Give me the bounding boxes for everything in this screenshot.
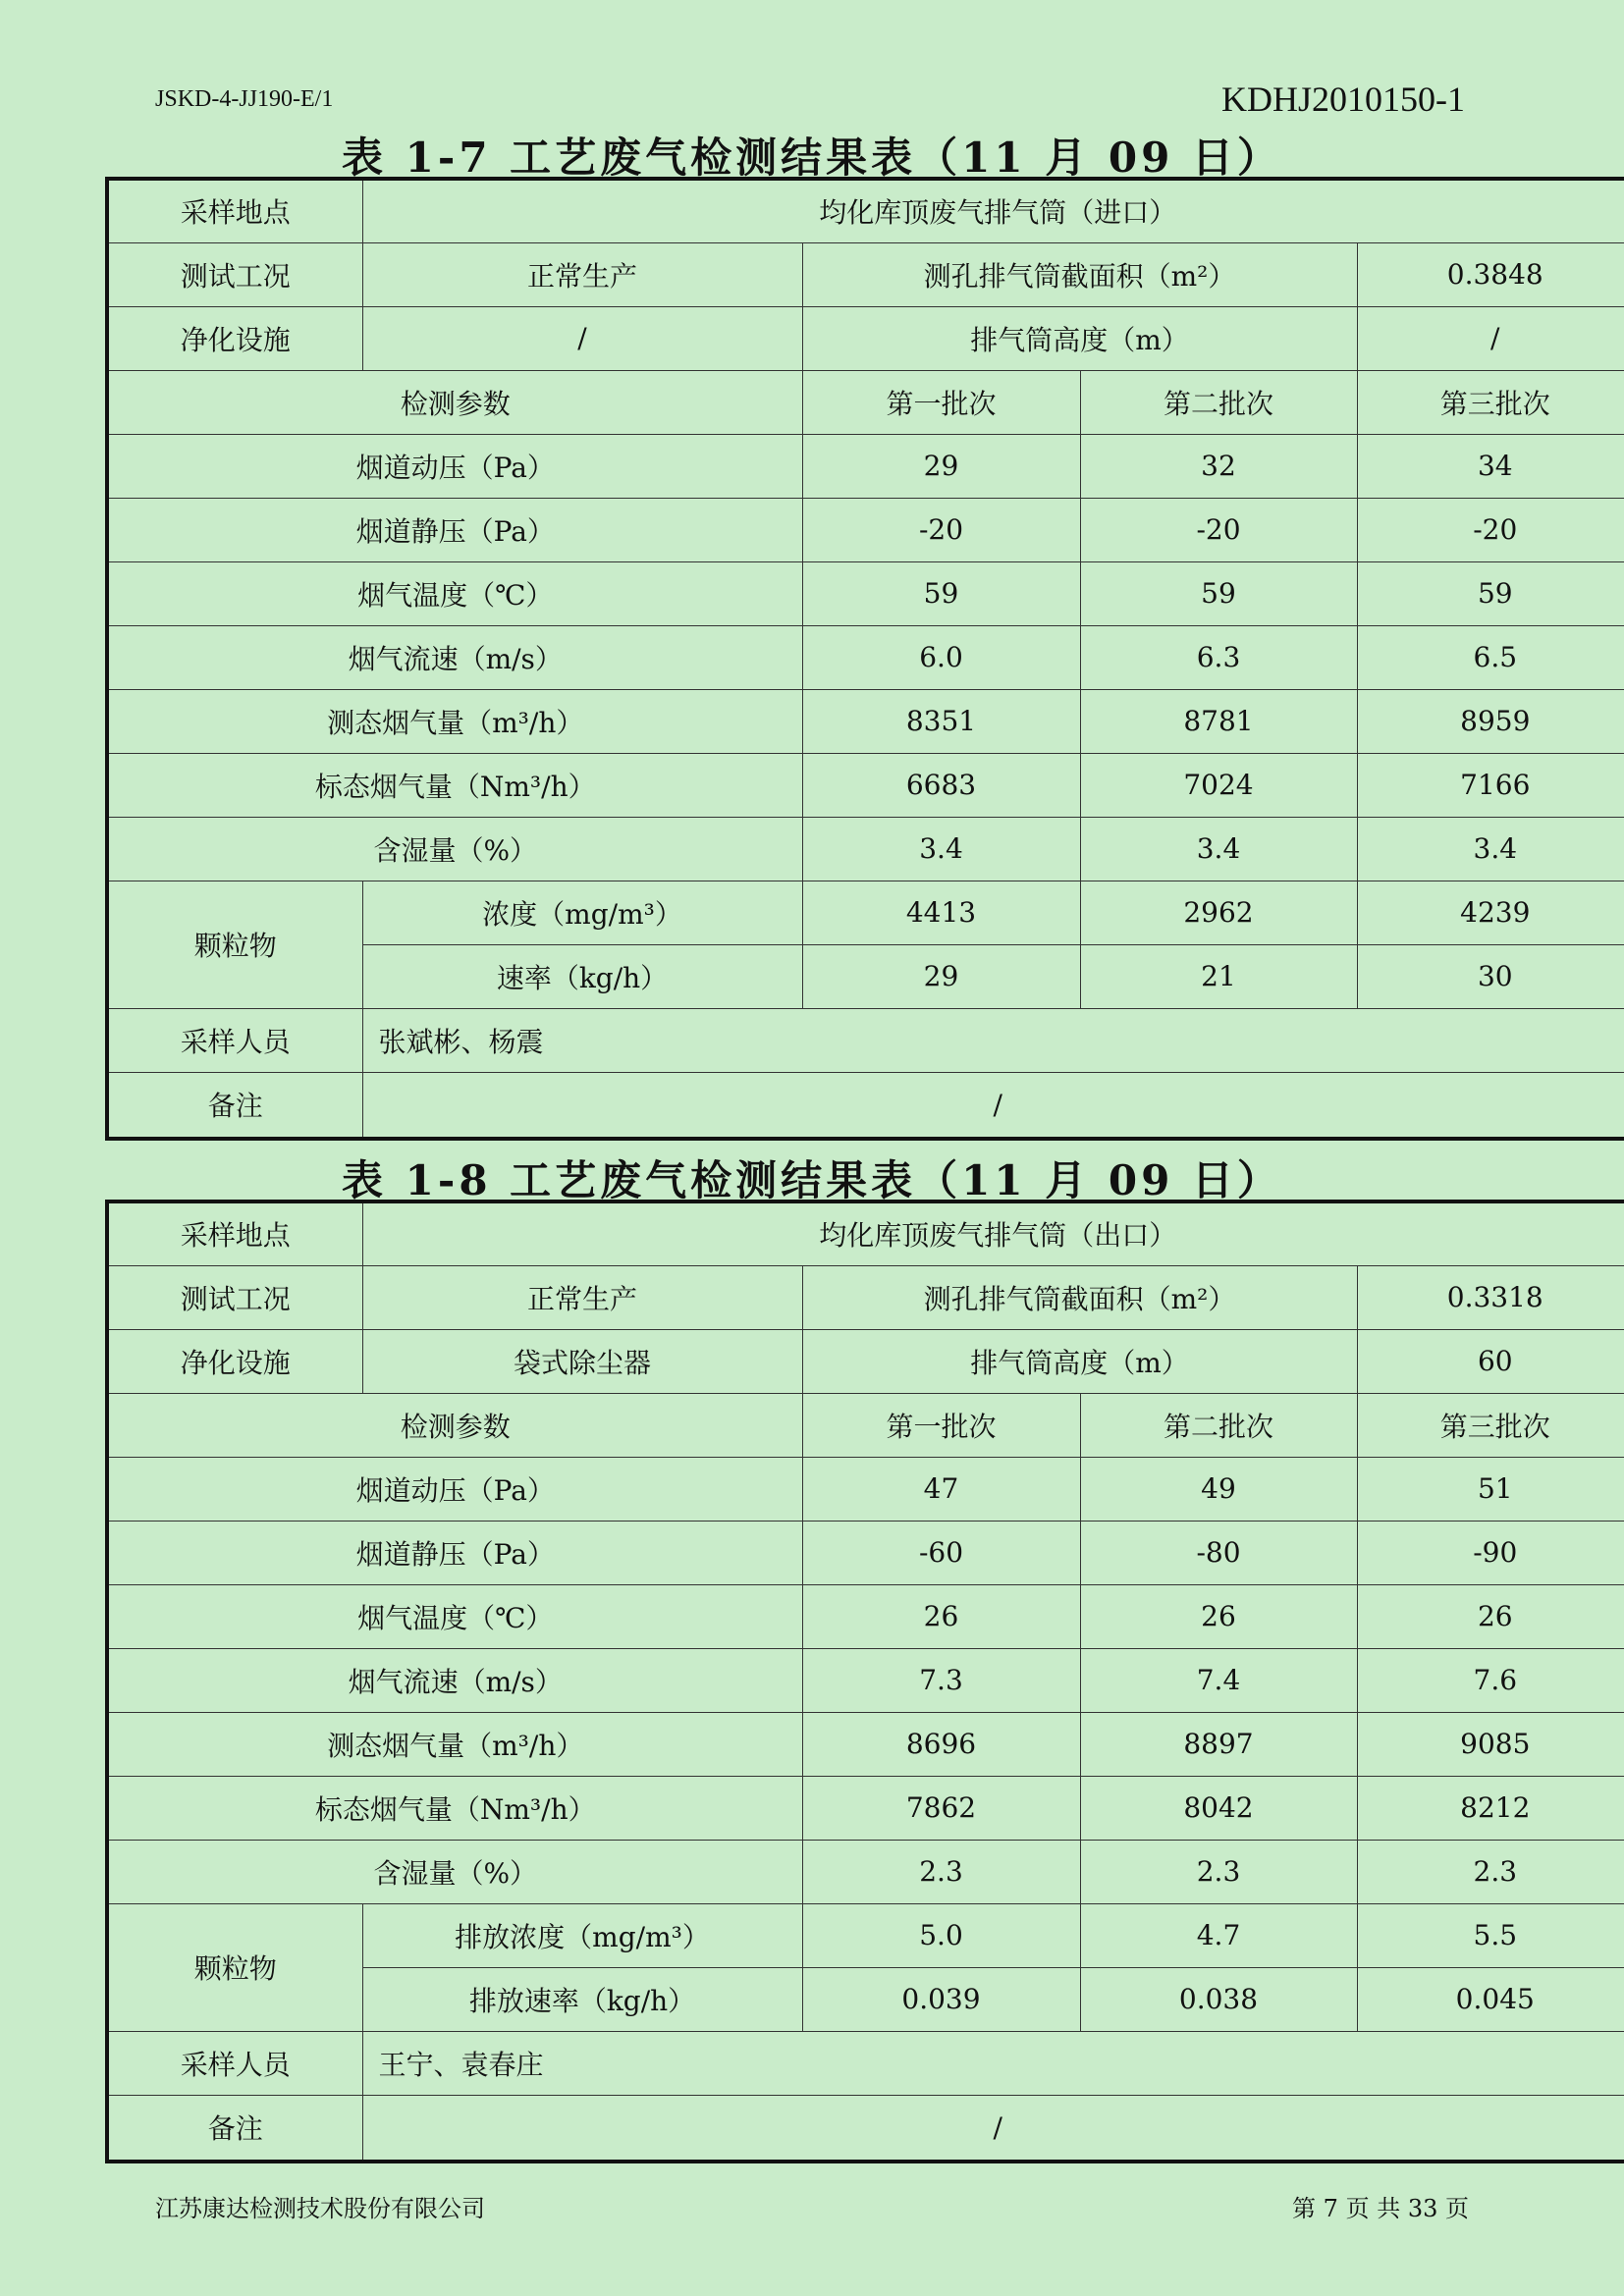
table-row (107, 1712, 1624, 1776)
remark-label: 备注 (107, 2095, 362, 2162)
param-value: 8042 (1080, 1776, 1357, 1840)
table-row (107, 2095, 1624, 2162)
pm-param-label: 排放浓度（mg/m³） (362, 1903, 802, 1967)
condition-label: 测试工况 (107, 1265, 362, 1329)
table-row (107, 1265, 1624, 1329)
param-label: 含湿量（%） (107, 1840, 802, 1903)
param-value: 34 (1357, 434, 1624, 498)
facility-label: 净化设施 (107, 306, 362, 370)
param-value: 2.3 (1080, 1840, 1357, 1903)
table-row (107, 370, 1624, 434)
param-value: -60 (802, 1521, 1080, 1584)
param-value: 7024 (1080, 753, 1357, 817)
remark-value: / (362, 1072, 1624, 1139)
param-label: 烟道动压（Pa） (107, 434, 802, 498)
pm-value: 5.0 (802, 1903, 1080, 1967)
table-row (107, 498, 1624, 561)
param-value: 6.3 (1080, 625, 1357, 689)
pm-value: 4239 (1357, 881, 1624, 944)
table-title: 表 1-7 工艺废气检测结果表（11 月 09 日） (342, 133, 1282, 182)
pm-value: 2962 (1080, 881, 1357, 944)
param-value: -20 (1080, 498, 1357, 561)
sampler-label: 采样人员 (107, 2031, 362, 2095)
particulate-label: 颗粒物 (107, 881, 362, 1008)
param-value: 7166 (1357, 753, 1624, 817)
sampler-value: 王宁、袁春庄 (362, 2031, 1624, 2095)
param-value: 47 (802, 1457, 1080, 1521)
param-value: 3.4 (802, 817, 1080, 881)
param-value: 49 (1080, 1457, 1357, 1521)
param-value: -20 (802, 498, 1080, 561)
remark-value: / (362, 2095, 1624, 2162)
param-value: -20 (1357, 498, 1624, 561)
table-row (107, 1201, 1624, 1265)
report-number: KDHJ2010150-1 (1221, 80, 1465, 119)
height-label: 排气筒高度（m） (802, 306, 1357, 370)
table-row (107, 1457, 1624, 1521)
condition-label: 测试工况 (107, 242, 362, 306)
param-label: 烟道静压（Pa） (107, 1521, 802, 1584)
table-row (107, 1840, 1624, 1903)
table-row (107, 561, 1624, 625)
batch3-header: 第三批次 (1357, 370, 1624, 434)
table-row (107, 1648, 1624, 1712)
param-value: -90 (1357, 1521, 1624, 1584)
param-value: 8959 (1357, 689, 1624, 753)
param-value: 26 (1080, 1584, 1357, 1648)
param-header: 检测参数 (107, 1393, 802, 1457)
pm-value: 5.5 (1357, 1903, 1624, 1967)
param-label: 标态烟气量（Nm³/h） (107, 1776, 802, 1840)
pm-param-label: 浓度（mg/m³） (362, 881, 802, 944)
sampler-label: 采样人员 (107, 1008, 362, 1072)
condition-value: 正常生产 (362, 242, 802, 306)
pm-param-label: 速率（kg/h） (362, 944, 802, 1008)
pm-value: 29 (802, 944, 1080, 1008)
param-value: 6.5 (1357, 625, 1624, 689)
table-row (107, 1903, 1624, 1967)
pm-value: 4.7 (1080, 1903, 1357, 1967)
param-value: 26 (1357, 1584, 1624, 1648)
pm-param-label: 排放速率（kg/h） (362, 1967, 802, 2031)
param-value: 7862 (802, 1776, 1080, 1840)
table-row (107, 1008, 1624, 1072)
location-label: 采样地点 (107, 1201, 362, 1265)
table-row (107, 2031, 1624, 2095)
param-value: 8351 (802, 689, 1080, 753)
condition-value: 正常生产 (362, 1265, 802, 1329)
table-row (107, 689, 1624, 753)
param-value: 8696 (802, 1712, 1080, 1776)
batch2-header: 第二批次 (1080, 370, 1357, 434)
area-label: 测孔排气筒截面积（m²） (802, 1265, 1357, 1329)
param-value: 26 (802, 1584, 1080, 1648)
batch1-header: 第一批次 (802, 1393, 1080, 1457)
param-value: 29 (802, 434, 1080, 498)
batch2-header: 第二批次 (1080, 1393, 1357, 1457)
param-value: 7.6 (1357, 1648, 1624, 1712)
param-value: 6.0 (802, 625, 1080, 689)
table-row (107, 881, 1624, 944)
param-value: 2.3 (802, 1840, 1080, 1903)
param-label: 测态烟气量（m³/h） (107, 1712, 802, 1776)
height-label: 排气筒高度（m） (802, 1329, 1357, 1393)
param-value: 6683 (802, 753, 1080, 817)
pm-value: 0.039 (802, 1967, 1080, 2031)
remark-label: 备注 (107, 1072, 362, 1139)
table-row (107, 817, 1624, 881)
param-label: 测态烟气量（m³/h） (107, 689, 802, 753)
page-number: 第 7 页 共 33 页 (1292, 2195, 1469, 2222)
results-table (105, 177, 1624, 1141)
param-label: 烟道静压（Pa） (107, 498, 802, 561)
param-value: -80 (1080, 1521, 1357, 1584)
table-title: 表 1-8 工艺废气检测结果表（11 月 09 日） (342, 1156, 1282, 1204)
table-row (107, 1584, 1624, 1648)
table-row (107, 1776, 1624, 1840)
table-row (107, 179, 1624, 242)
pm-value: 0.045 (1357, 1967, 1624, 2031)
location-label: 采样地点 (107, 179, 362, 242)
param-header: 检测参数 (107, 370, 802, 434)
sampler-value: 张斌彬、杨震 (362, 1008, 1624, 1072)
param-value: 7.3 (802, 1648, 1080, 1712)
param-value: 8212 (1357, 1776, 1624, 1840)
param-value: 59 (1357, 561, 1624, 625)
area-value: 0.3848 (1357, 242, 1624, 306)
table-row (107, 625, 1624, 689)
param-value: 59 (1080, 561, 1357, 625)
param-label: 烟气流速（m/s） (107, 1648, 802, 1712)
param-value: 2.3 (1357, 1840, 1624, 1903)
height-value: 60 (1357, 1329, 1624, 1393)
param-label: 烟气温度（℃） (107, 561, 802, 625)
area-value: 0.3318 (1357, 1265, 1624, 1329)
param-value: 8781 (1080, 689, 1357, 753)
area-label: 测孔排气筒截面积（m²） (802, 242, 1357, 306)
location-value: 均化库顶废气排气筒（进口） (362, 179, 1624, 242)
param-label: 烟道动压（Pa） (107, 1457, 802, 1521)
param-label: 烟气温度（℃） (107, 1584, 802, 1648)
pm-value: 4413 (802, 881, 1080, 944)
facility-value: / (362, 306, 802, 370)
facility-label: 净化设施 (107, 1329, 362, 1393)
param-value: 3.4 (1080, 817, 1357, 881)
param-value: 3.4 (1357, 817, 1624, 881)
particulate-label: 颗粒物 (107, 1903, 362, 2031)
location-value: 均化库顶废气排气筒（出口） (362, 1201, 1624, 1265)
batch1-header: 第一批次 (802, 370, 1080, 434)
height-value: / (1357, 306, 1624, 370)
table-row (107, 1072, 1624, 1139)
table-row (107, 1329, 1624, 1393)
param-value: 51 (1357, 1457, 1624, 1521)
pm-value: 0.038 (1080, 1967, 1357, 2031)
results-table (105, 1200, 1624, 2163)
param-value: 8897 (1080, 1712, 1357, 1776)
table-row (107, 434, 1624, 498)
batch3-header: 第三批次 (1357, 1393, 1624, 1457)
pm-value: 21 (1080, 944, 1357, 1008)
table-row (107, 1521, 1624, 1584)
pm-value: 30 (1357, 944, 1624, 1008)
param-label: 含湿量（%） (107, 817, 802, 881)
company-name: 江苏康达检测技术股份有限公司 (155, 2195, 485, 2222)
param-value: 9085 (1357, 1712, 1624, 1776)
param-value: 7.4 (1080, 1648, 1357, 1712)
param-value: 59 (802, 561, 1080, 625)
param-label: 标态烟气量（Nm³/h） (107, 753, 802, 817)
facility-value: 袋式除尘器 (362, 1329, 802, 1393)
table-row (107, 306, 1624, 370)
table-row (107, 753, 1624, 817)
doc-code: JSKD-4-JJ190-E/1 (155, 86, 334, 112)
table-row (107, 242, 1624, 306)
param-value: 32 (1080, 434, 1357, 498)
table-row (107, 1393, 1624, 1457)
param-label: 烟气流速（m/s） (107, 625, 802, 689)
